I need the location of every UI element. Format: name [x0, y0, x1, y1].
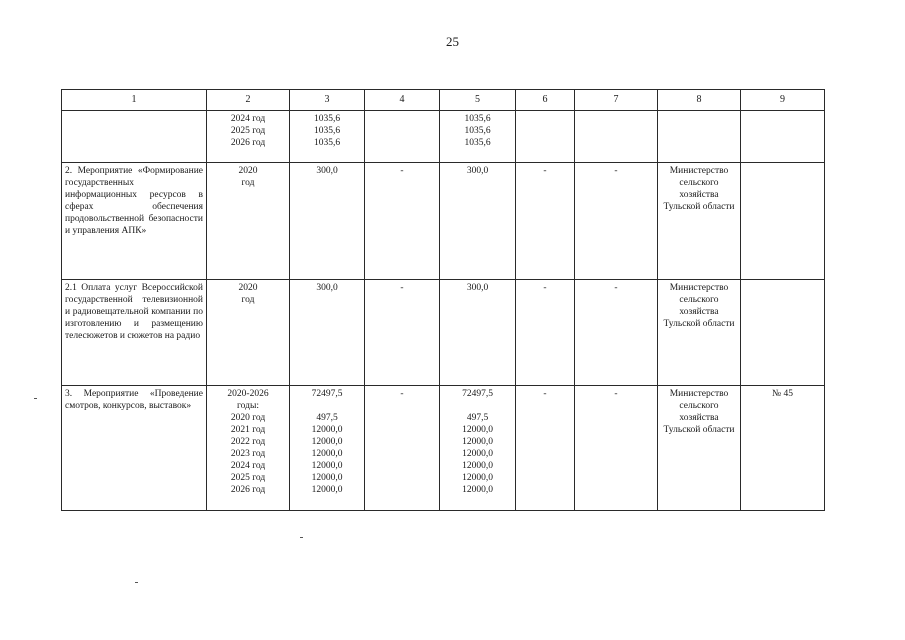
header-row	[62, 90, 825, 111]
table-row	[62, 280, 825, 386]
col4-cell: -	[365, 386, 440, 511]
program-table	[61, 89, 825, 511]
scan-speck	[34, 398, 37, 399]
header-cell: 2	[207, 90, 290, 111]
col4-cell: -	[365, 163, 440, 280]
amount-cell: 1035,6 1035,6 1035,6	[290, 111, 365, 163]
executor-cell: Министерство сельского хозяйства Тульской области	[658, 386, 741, 511]
header-cell: 3	[290, 90, 365, 111]
activity-name: 2. Мероприятие «Формирование государственных информационных ресурсов в сферах обеспечения продовольственной безопасности и управления АПК»	[62, 163, 207, 280]
table-row	[62, 386, 825, 511]
header-cell: 5	[440, 90, 516, 111]
col4-cell: -	[365, 280, 440, 386]
regional-amount-cell: 1035,6 1035,6 1035,6	[440, 111, 516, 163]
years-cell: 2020 год	[207, 280, 290, 386]
amount-cell: 300,0	[290, 280, 365, 386]
regional-amount-cell: 72497,5 497,5 12000,0 12000,0 12000,0 12000,0 12000,0 12000,0	[440, 386, 516, 511]
table-row	[62, 111, 825, 163]
years-cell: 2020-2026 годы: 2020 год 2021 год 2022 год 2023 год 2024 год 2025 год 2026 год	[207, 386, 290, 511]
indicator-cell	[741, 163, 825, 280]
years-cell: 2020 год	[207, 163, 290, 280]
col7-cell: -	[575, 386, 658, 511]
activity-name: 2.1 Оплата услуг Всероссийской государственной телевизионной и радиовещательной компании по изготовлению и размещению телесюжетов и сюжетов на радио	[62, 280, 207, 386]
table-row	[62, 163, 825, 280]
amount-cell: 300,0	[290, 163, 365, 280]
col7-cell: -	[575, 280, 658, 386]
executor-cell: Министерство сельского хозяйства Тульской области	[658, 280, 741, 386]
header-cell: 4	[365, 90, 440, 111]
activity-name	[62, 111, 207, 163]
executor-cell: Министерство сельского хозяйства Тульской области	[658, 163, 741, 280]
col6-cell: -	[516, 163, 575, 280]
header-cell: 9	[741, 90, 825, 111]
scan-speck	[135, 582, 138, 583]
page-number: 25	[446, 34, 459, 49]
regional-amount-cell: 300,0	[440, 280, 516, 386]
header-cell: 7	[575, 90, 658, 111]
col6-cell	[516, 111, 575, 163]
col7-cell	[575, 111, 658, 163]
indicator-cell	[741, 111, 825, 163]
col6-cell: -	[516, 280, 575, 386]
amount-cell: 72497,5 497,5 12000,0 12000,0 12000,0 12000,0 12000,0 12000,0	[290, 386, 365, 511]
header-cell: 8	[658, 90, 741, 111]
col7-cell: -	[575, 163, 658, 280]
col4-cell	[365, 111, 440, 163]
header-cell: 6	[516, 90, 575, 111]
activity-name: 3. Мероприятие «Проведение смотров, конкурсов, выставок»	[62, 386, 207, 511]
scan-speck	[300, 537, 303, 538]
col6-cell: -	[516, 386, 575, 511]
years-cell: 2024 год 2025 год 2026 год	[207, 111, 290, 163]
indicator-cell: № 45	[741, 386, 825, 511]
regional-amount-cell: 300,0	[440, 163, 516, 280]
indicator-cell	[741, 280, 825, 386]
header-cell: 1	[62, 90, 207, 111]
executor-cell	[658, 111, 741, 163]
